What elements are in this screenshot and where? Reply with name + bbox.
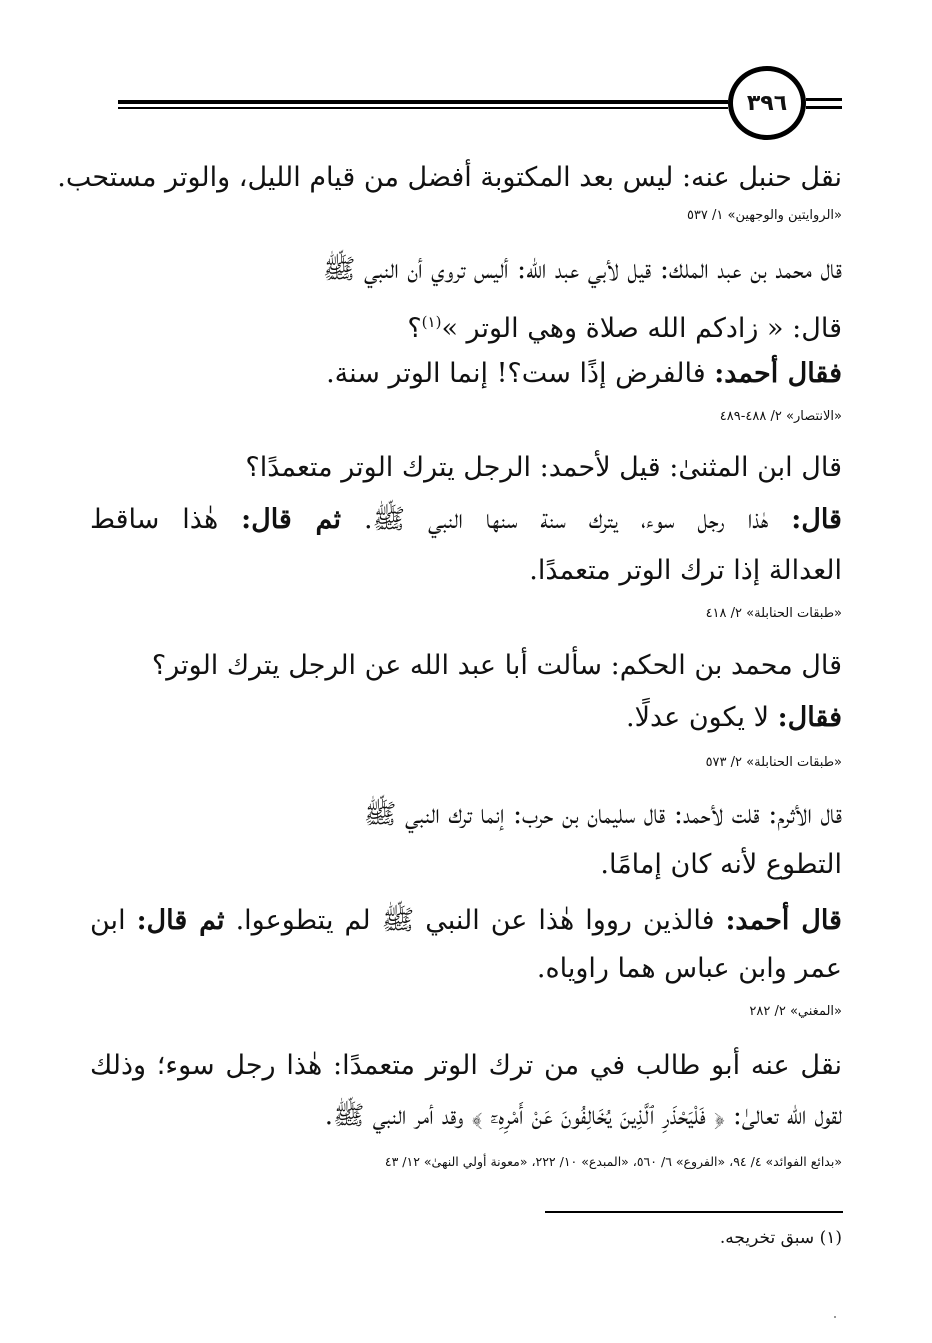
text-line: فقال أحمد: فالفرض إذًا ست؟! إنما الوتر سنة. <box>326 358 842 389</box>
text-line: التطوع لأنه كان إمامًا. <box>600 849 842 880</box>
text-line: العدالة إذا ترك الوتر متعمدًا. <box>529 555 842 586</box>
text-line: فقال: لا يكون عدلًا. <box>625 702 842 733</box>
source-citation: «المغني» ٢/ ٢٨٢ <box>749 1004 842 1019</box>
footnote-marker: (١) <box>819 1228 842 1248</box>
text-line: قال الأثرم: قلت لأحمد: قال سليمان بن حرب: إنما ترك النبي ﷺ <box>363 799 842 830</box>
text-line: قال: هٰذا رجل سوء، يترك سنة سنها النبي ﷺ. ثم قال: هٰذا ساقط <box>90 504 842 535</box>
speaker-lead: ثم قال: <box>136 905 225 936</box>
text-line: قال محمد بن الحكم: سألت أبا عبد الله عن الرجل يترك الوتر؟ <box>151 650 842 681</box>
source-citation: «طبقات الحنابلة» ٢/ ٥٧٣ <box>705 755 842 770</box>
scan-speck <box>834 1316 836 1318</box>
text-line: قال محمد بن عبد الملك: قيل لأبي عبد الله: أليس تروي أن النبي ﷺ <box>322 254 842 285</box>
text-line: قال ابن المثنىٰ: قيل لأحمد: الرجل يترك الوتر متعمدًا؟ <box>245 452 842 483</box>
source-citation: «بدائع الفوائد» ٤/ ٩٤، «الفروع» ٦/ ٥٦٠، «المبدع» ١٠/ ٢٢٢، «معونة أولي النهىٰ» ١٢/ ٤٣ <box>384 1154 842 1169</box>
source-citation: «الروايتين والوجهين» ١/ ٥٣٧ <box>686 208 842 223</box>
header-rule-stub <box>806 98 842 101</box>
footnote-ref[interactable]: (١) <box>421 313 442 331</box>
header-rule-stub <box>806 106 842 109</box>
speaker-lead: فقال: <box>777 702 842 733</box>
footnote-text: سبق تخريجه. <box>719 1228 815 1248</box>
source-citation: «الانتصار» ٢/ ٤٨٨-٤٨٩ <box>719 409 842 424</box>
header-rule <box>118 100 728 104</box>
speaker-lead: فقال أحمد: <box>714 358 842 389</box>
text-line: قال: « زادكم الله صلاة وهي الوتر »$^{(١)}$؟ <box>407 313 842 344</box>
text-line: قال أحمد: فالذين رووا هٰذا عن النبي ﷺ لم يتطوعوا. ثم قال: ابن <box>90 905 842 936</box>
page-number: ٣٩٦ <box>728 66 806 140</box>
speaker-lead: قال أحمد: <box>725 905 842 936</box>
source-citation: «طبقات الحنابلة» ٢/ ٤١٨ <box>705 606 842 621</box>
text-line: نقل عنه أبو طالب في من ترك الوتر متعمدًا: هٰذا رجل سوء؛ وذلك <box>90 1050 842 1081</box>
text-line: عمر وابن عباس هما راوياه. <box>536 953 842 984</box>
speaker-lead: قال: <box>791 504 842 535</box>
text-line: نقل حنبل عنه: ليس بعد المكتوبة أفضل من قيام الليل، والوتر مستحب. <box>57 162 842 193</box>
footnote-rule <box>545 1211 843 1213</box>
text-line: لقول الله تعالىٰ: ﴿ فَلْيَحْذَرِ ٱلَّذِينَ يُخَالِفُونَ عَنْ أَمْرِهِۦٓ ﴾ وقد أمر النبي ﷺ. <box>324 1101 842 1131</box>
footnote <box>90 1226 842 1250</box>
header-rule-thin <box>118 107 728 109</box>
speaker-lead: ثم قال: <box>241 504 342 535</box>
